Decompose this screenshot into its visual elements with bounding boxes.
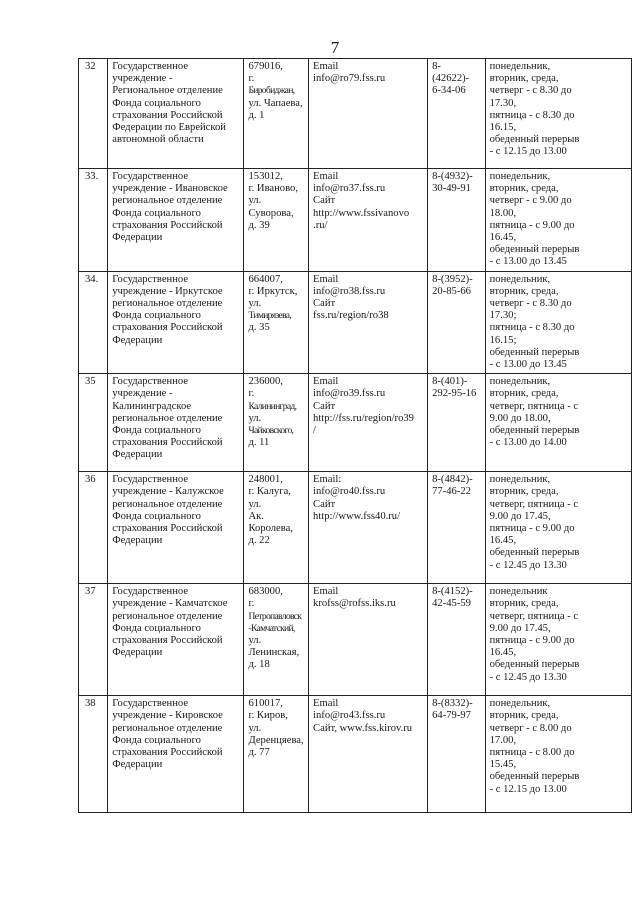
working-hours-line: обеденный перерыв [489, 244, 580, 256]
phone-number-line: 30-49-91 [432, 183, 471, 195]
working-hours-line: вторник, среда, [489, 285, 559, 297]
institution-name [108, 271, 244, 374]
phone-number-line: 6-34-06 [432, 85, 466, 97]
postal-address-line: д. 1 [248, 109, 265, 121]
row-number-text: 32 [85, 61, 96, 72]
institution-name-line: Государственное [112, 474, 189, 486]
institution-name-line: Федерации [112, 334, 163, 346]
phone-number-line: 8-(4152)- [432, 586, 473, 598]
postal-address-line: д. 77 [248, 747, 270, 759]
postal-address-line: ул. Чапаева, [248, 97, 303, 109]
postal-address [244, 584, 309, 696]
institution-name [108, 472, 244, 584]
working-hours-line: вторник, среда, [489, 598, 559, 610]
institution-name-line: региональное отделение [112, 498, 223, 510]
institution-name-line: региональное отделение [112, 722, 223, 734]
institution-name-line: Федерации по Еврейской [112, 122, 226, 134]
postal-address-line: Ак. [248, 510, 264, 522]
postal-address-line: Калининград, [248, 400, 297, 412]
institution-name-line: учреждение - Камчатское [112, 598, 228, 610]
postal-address [244, 472, 309, 584]
email-and-website-line: info@ro79.fss.ru [313, 73, 386, 85]
postal-address [244, 59, 309, 169]
institution-name-line: Фонда социального [112, 97, 201, 109]
postal-address-line: Суворова, [248, 207, 294, 219]
working-hours-line: обеденный перерыв [489, 771, 580, 783]
institution-name-line: Федерации [112, 647, 163, 659]
working-hours-line: пятница - с 9.00 до [489, 219, 575, 231]
postal-address-line: Деренцяева, [248, 734, 304, 746]
phone-number [428, 584, 486, 696]
working-hours-line: обеденный перерыв [489, 346, 580, 358]
working-hours-line: вторник, среда, [489, 388, 559, 400]
postal-address-line: Ленинская, [248, 647, 300, 659]
postal-address-line: ул. [248, 722, 262, 734]
email-and-website-line: http://www.fss40.ru/ [313, 510, 401, 522]
phone-number [428, 472, 486, 584]
postal-address-line: г. Иркутск, [248, 285, 298, 297]
postal-address-line: г. [248, 73, 255, 85]
working-hours-line: вторник, среда, [489, 486, 559, 498]
row-number [79, 696, 108, 813]
phone-number-line: (42622)- [432, 73, 470, 85]
row-number-text: 34. [85, 273, 99, 285]
postal-address-line: ул. [248, 635, 262, 647]
phone-number [428, 696, 486, 813]
email-and-website-line: / [313, 425, 316, 437]
institution-name-line: Региональное отделение [112, 85, 223, 97]
phone-number-line: 8-(3952)- [432, 273, 473, 285]
email-and-website-line: http://fss.ru/region/ro39 [313, 412, 414, 424]
institution-name-line: учреждение - Иркутское [112, 285, 223, 297]
working-hours-line: обеденный перерыв [489, 659, 580, 671]
postal-address-line: 610017, [248, 698, 283, 710]
institution-name-line: учреждение - [112, 388, 173, 400]
working-hours-line: обеденный перерыв [489, 425, 580, 437]
phone-number [428, 59, 486, 169]
table-row [79, 169, 632, 272]
institution-name-line: страхования Российской [112, 747, 223, 759]
row-number [79, 169, 108, 272]
working-hours-line: 18.00, [489, 207, 517, 219]
institution-name-line: Федерации [112, 535, 163, 547]
institution-name-line: страхования Российской [112, 109, 223, 121]
institution-name-line: Фонда социального [112, 510, 201, 522]
working-hours-line: - с 13.00 до 13.45 [489, 359, 567, 371]
table-row [79, 696, 632, 813]
email-and-website-line: info@ro40.fss.ru [313, 486, 386, 498]
working-hours-line: четверг - с 8.00 до [489, 722, 572, 734]
email-and-website-line: Сайт [313, 298, 336, 310]
institution-name-line: Государственное [112, 698, 189, 710]
working-hours-line: обеденный перерыв [489, 547, 580, 559]
working-hours-line: четверг, пятница - с [489, 400, 579, 412]
phone-number [428, 169, 486, 272]
institution-name-line: Фонда социального [112, 425, 201, 437]
postal-address-line: -Камчатский, [248, 622, 295, 634]
phone-number [428, 271, 486, 374]
working-hours-line: четверг, пятница - с [489, 610, 579, 622]
postal-address-line: Петропавловск [248, 610, 302, 622]
email-and-website [309, 584, 428, 696]
working-hours-line: понедельник, [489, 474, 551, 486]
email-and-website-line: Сайт [313, 400, 336, 412]
working-hours [485, 59, 631, 169]
email-and-website-line: http://www.fssivanovo [313, 207, 410, 219]
institution-name-line: учреждение - Калужское [112, 486, 224, 498]
table-row [79, 271, 632, 374]
institution-name-line: региональное отделение [112, 298, 223, 310]
table-row [79, 374, 632, 472]
working-hours [485, 696, 631, 813]
email-and-website-line: fss.ru/region/ro38 [313, 310, 389, 322]
institution-name [108, 374, 244, 472]
institution-name-line: страхования Российской [112, 219, 223, 231]
working-hours-line: 17.30, [489, 97, 517, 109]
institution-name-line: учреждение - Ивановское [112, 183, 228, 195]
working-hours-line: 15.45, [489, 759, 517, 771]
postal-address-line: Королева, [248, 523, 293, 535]
email-and-website-line: Email [313, 171, 339, 182]
working-hours-line: обеденный перерыв [489, 134, 580, 146]
institution-name-line: страхования Российской [112, 322, 223, 334]
email-and-website-line: Email: [313, 474, 342, 486]
institution-name-line: учреждение - [112, 73, 173, 85]
email-and-website-line: Email [313, 586, 339, 598]
working-hours-line: четверг - с 9.00 до [489, 195, 572, 207]
postal-address-line: ул. [248, 195, 262, 207]
institution-name-line: Фонда социального [112, 207, 201, 219]
email-and-website-line: info@ro37.fss.ru [313, 183, 386, 195]
institution-name-line: учреждение - Кировское [112, 710, 223, 722]
email-and-website-line: .ru/ [313, 219, 328, 231]
phone-number-line: 292-95-16 [432, 388, 477, 400]
institution-name-line: региональное отделение [112, 412, 223, 424]
working-hours-line: понедельник [489, 586, 548, 598]
working-hours [485, 584, 631, 696]
postal-address-line: 679016, [248, 61, 283, 72]
postal-address-line: г. [248, 388, 255, 400]
phone-number-line: 20-85-66 [432, 285, 471, 297]
postal-address-line: ул. [248, 498, 262, 510]
working-hours-line: 16.45, [489, 647, 517, 659]
postal-address-line: 248001, [248, 474, 283, 486]
working-hours-line: вторник, среда, [489, 73, 559, 85]
postal-address-line: Чайковского, [248, 425, 294, 437]
row-number [79, 374, 108, 472]
working-hours-line: вторник, среда, [489, 710, 559, 722]
institution-name [108, 584, 244, 696]
email-and-website [309, 271, 428, 374]
institution-name-line: Федерации [112, 759, 163, 771]
phone-number-line: 42-45-59 [432, 598, 471, 610]
institution-name-line: Федерации [112, 449, 163, 461]
phone-number-line: 64-79-97 [432, 710, 471, 722]
postal-address [244, 696, 309, 813]
email-and-website [309, 59, 428, 169]
working-hours-line: вторник, среда, [489, 183, 559, 195]
working-hours [485, 472, 631, 584]
working-hours-line: понедельник, [489, 61, 551, 72]
working-hours-line: четверг - с 8.30 до [489, 298, 572, 310]
institution-name-line: Калининградское [112, 400, 192, 412]
postal-address-line: 236000, [248, 376, 283, 388]
email-and-website-line: Email [313, 376, 339, 388]
postal-address-line: д. 22 [248, 535, 270, 547]
row-number-text: 35 [85, 376, 96, 388]
email-and-website-line: Email [313, 61, 339, 72]
phone-number-line: 8-(8332)- [432, 698, 473, 710]
working-hours-line: четверг - с 8.30 до [489, 85, 572, 97]
table-body [79, 59, 632, 813]
email-and-website-line: info@ro43.fss.ru [313, 710, 386, 722]
working-hours-line: - с 13.00 до 13.45 [489, 256, 567, 268]
postal-address-line: 664007, [248, 273, 283, 285]
institution-name-line: Государственное [112, 273, 189, 285]
email-and-website-line: Email [313, 273, 339, 285]
working-hours-line: 16.15; [489, 334, 517, 346]
institution-name-line: Фонда социального [112, 622, 201, 634]
working-hours-line: - с 12.45 до 13.30 [489, 559, 567, 571]
institution-name [108, 169, 244, 272]
phone-number [428, 374, 486, 472]
table-row [79, 59, 632, 169]
postal-address-line: д. 35 [248, 322, 270, 334]
row-number [79, 59, 108, 169]
institution-name-line: Государственное [112, 171, 189, 182]
institution-name-line: Государственное [112, 586, 189, 598]
working-hours-line: 9.00 до 17.45, [489, 510, 551, 522]
postal-address [244, 271, 309, 374]
postal-address-line: Тимирязева, [248, 310, 292, 322]
postal-address [244, 169, 309, 272]
working-hours-line: понедельник, [489, 698, 551, 710]
phone-number-line: 8-(4842)- [432, 474, 473, 486]
institution-name-line: страхования Российской [112, 635, 223, 647]
row-number [79, 584, 108, 696]
institution-name-line: Государственное [112, 61, 189, 72]
row-number [79, 271, 108, 374]
branch-offices-table [78, 58, 632, 813]
email-and-website-line: Сайт [313, 498, 336, 510]
postal-address-line: г. Иваново, [248, 183, 298, 195]
email-and-website-line: Сайт [313, 195, 336, 207]
postal-address-line: д. 18 [248, 659, 270, 671]
working-hours-line: пятница - с 9.00 до [489, 523, 575, 535]
postal-address-line: г. Калуга, [248, 486, 291, 498]
working-hours-line: понедельник, [489, 376, 551, 388]
postal-address-line: г. Киров, [248, 710, 288, 722]
institution-name-line: региональное отделение [112, 195, 223, 207]
working-hours-line: 17.30; [489, 310, 517, 322]
institution-name [108, 59, 244, 169]
working-hours-line: - с 13.00 до 14.00 [489, 437, 567, 449]
working-hours-line: понедельник, [489, 171, 551, 182]
working-hours [485, 169, 631, 272]
institution-name-line: автономной области [112, 134, 204, 146]
email-and-website-line: info@ro38.fss.ru [313, 285, 386, 297]
institution-name [108, 696, 244, 813]
working-hours-line: - с 12.15 до 13.00 [489, 146, 567, 158]
working-hours [485, 374, 631, 472]
table-row [79, 584, 632, 696]
working-hours-line: 9.00 до 18.00, [489, 412, 551, 424]
working-hours-line: 16.45, [489, 232, 517, 244]
institution-name-line: Фонда социального [112, 310, 201, 322]
email-and-website-line: Сайт, www.fss.kirov.ru [313, 722, 413, 734]
postal-address-line: ул. [248, 412, 262, 424]
postal-address-line: д. 39 [248, 219, 270, 231]
working-hours-line: 16.45, [489, 535, 517, 547]
postal-address-line: Биробиджан, [248, 85, 295, 97]
working-hours-line: пятница - с 8.30 до [489, 322, 575, 334]
email-and-website [309, 472, 428, 584]
postal-address-line: 683000, [248, 586, 283, 598]
page-number: 7 [330, 38, 340, 57]
working-hours-line: 17.00, [489, 734, 517, 746]
email-and-website [309, 696, 428, 813]
email-and-website [309, 374, 428, 472]
institution-name-line: страхования Российской [112, 437, 223, 449]
postal-address [244, 374, 309, 472]
postal-address-line: г. [248, 598, 255, 610]
phone-number-line: 8-(401)- [432, 376, 468, 388]
email-and-website-line: krofss@rofss.iks.ru [313, 598, 396, 610]
working-hours-line: - с 12.45 до 13.30 [489, 671, 567, 683]
row-number [79, 472, 108, 584]
institution-name-line: Федерации [112, 232, 163, 244]
institution-name-line: Фонда социального [112, 734, 201, 746]
working-hours-line: пятница - с 8.30 до [489, 109, 575, 121]
postal-address-line: ул. [248, 298, 262, 310]
working-hours-line: четверг, пятница - с [489, 498, 579, 510]
working-hours-line: пятница - с 9.00 до [489, 635, 575, 647]
email-and-website-line: Email [313, 698, 339, 710]
working-hours-line: - с 12.15 до 13.00 [489, 783, 567, 795]
email-and-website-line: info@ro39.fss.ru [313, 388, 386, 400]
row-number-text: 37 [85, 586, 96, 598]
working-hours [485, 271, 631, 374]
row-number-text: 33. [85, 171, 99, 182]
phone-number-line: 8-(4932)- [432, 171, 473, 182]
institution-name-line: страхования Российской [112, 523, 223, 535]
row-number-text: 38 [85, 698, 96, 710]
postal-address-line: 153012, [248, 171, 283, 182]
table-row [79, 472, 632, 584]
row-number-text: 36 [85, 474, 96, 486]
institution-name-line: Государственное [112, 376, 189, 388]
working-hours-line: 16.15, [489, 122, 517, 134]
working-hours-line: понедельник, [489, 273, 551, 285]
phone-number-line: 8- [432, 61, 441, 72]
institution-name-line: региональное отделение [112, 610, 223, 622]
postal-address-line: д. 11 [248, 437, 270, 449]
email-and-website [309, 169, 428, 272]
phone-number-line: 77-46-22 [432, 486, 471, 498]
working-hours-line: 9.00 до 17.45, [489, 622, 551, 634]
working-hours-line: пятница - с 8.00 до [489, 747, 575, 759]
